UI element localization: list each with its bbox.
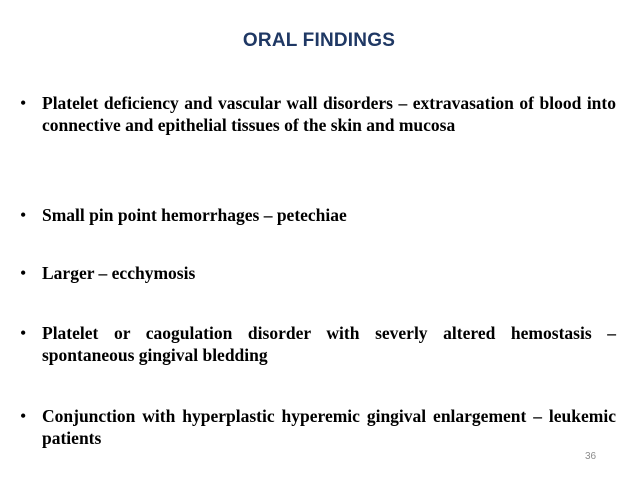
bullet-marker: • [20,263,27,283]
page-number: 36 [585,451,597,462]
bullet-text: Conjunction with hyperplastic hyperemic gingival enlargement – leukemic patients [42,406,616,448]
bullet-item [20,405,616,449]
bullet-item [20,204,616,226]
bullet-marker: • [20,93,27,113]
bullet-marker: • [20,406,27,426]
bullet-text: Platelet deficiency and vascular wall disorders – extravasation of blood into connective and epithelial tissues of the skin and mucosa [42,93,616,135]
bullet-item [20,262,616,284]
slide-title: ORAL FINDINGS [242,30,396,51]
bullet-item [20,322,616,366]
bullet-marker: • [20,205,27,225]
bullet-text: Platelet or caogulation disorder with severly altered hemostasis – spontaneous gingival bledding [42,323,616,365]
bullet-marker: • [20,323,27,343]
bullet-item [20,92,616,136]
bullet-text: Small pin point hemorrhages – petechiae [42,205,347,225]
bullet-text: Larger – ecchymosis [42,263,196,283]
